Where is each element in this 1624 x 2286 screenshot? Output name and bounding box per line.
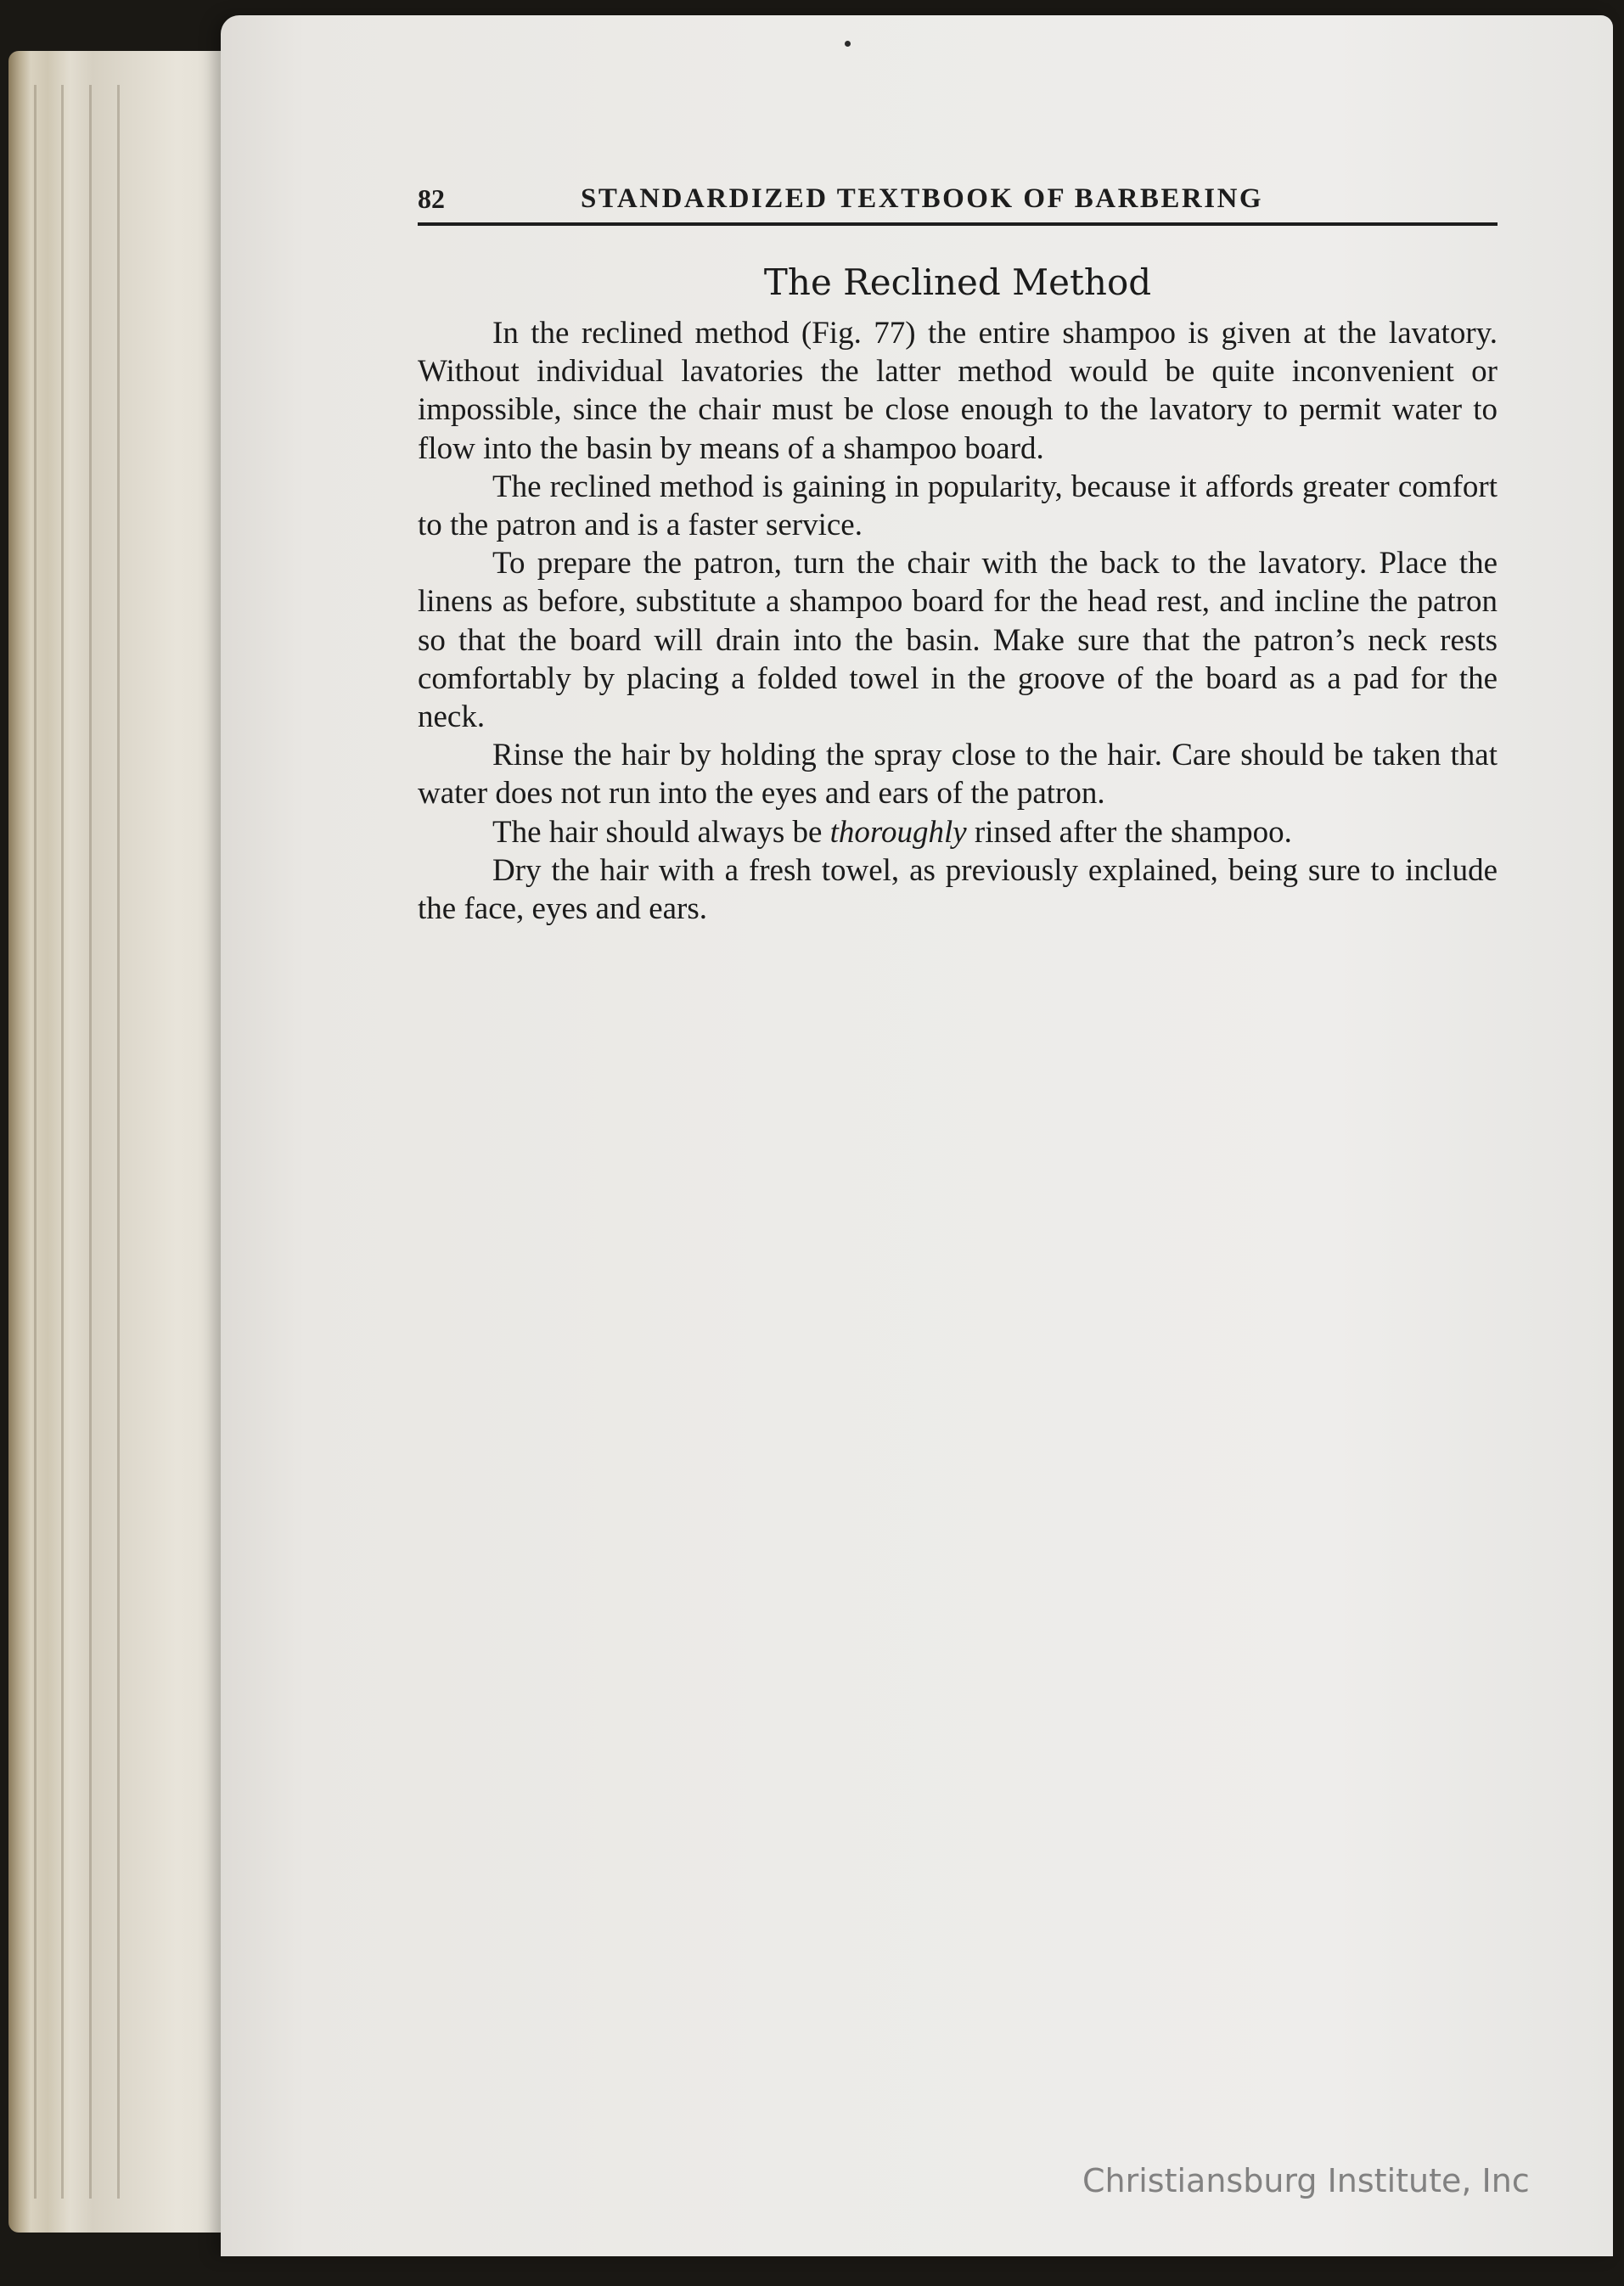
page-header [418, 180, 1498, 226]
body-text [418, 314, 1498, 928]
page-edge-line [89, 85, 92, 2199]
emphasis-after: rinsed after the shampoo. [974, 814, 1292, 850]
paragraph: Dry the hair with a fresh towel, as previously explained, being sure to include the face, eyes and ears. [418, 852, 1498, 927]
running-head: STANDARDIZED TEXTBOOK OF BARBERING [581, 183, 1264, 214]
paragraph: Rinse the hair by holding the spray close to the hair. Care should be taken that water does not run into the eyes and ears of the patron. [418, 738, 1498, 812]
watermark: Christiansburg Institute, Inc [1082, 2162, 1530, 2199]
page-speck [845, 41, 851, 47]
page-number: 82 [418, 183, 445, 214]
emphasis-word: thoroughly [829, 814, 967, 850]
page-edge-line [117, 85, 120, 2199]
paragraph: To prepare the patron, turn the chair with the back to the lavatory. Place the linens as before, substitute a shampoo board for the head rest, and incline the patron so that the board will drain into the basin. Make sure that the patron’s neck rests comfortably by placing a folded towel in the groove of the board as a pad for the neck. [418, 546, 1498, 735]
paragraph: The reclined method is gaining in popularity, because it affords greater comfort to the patron and is a faster service. [418, 469, 1498, 543]
emphasis-before: The hair should always be [492, 814, 823, 850]
paragraph-emphasis [418, 813, 1498, 851]
paragraph: In the reclined method (Fig. 77) the entire shampoo is given at the lavatory. Without individual lavatories the latter method would be quite inconvenient or impossible, since the chair must be close enough to the lavatory to permit water to flow into the basin by means of a shampoo board. [418, 316, 1498, 466]
page-edge-line [34, 85, 37, 2199]
page-edge-line [61, 85, 64, 2199]
section-title: The Reclined Method [763, 261, 1152, 303]
